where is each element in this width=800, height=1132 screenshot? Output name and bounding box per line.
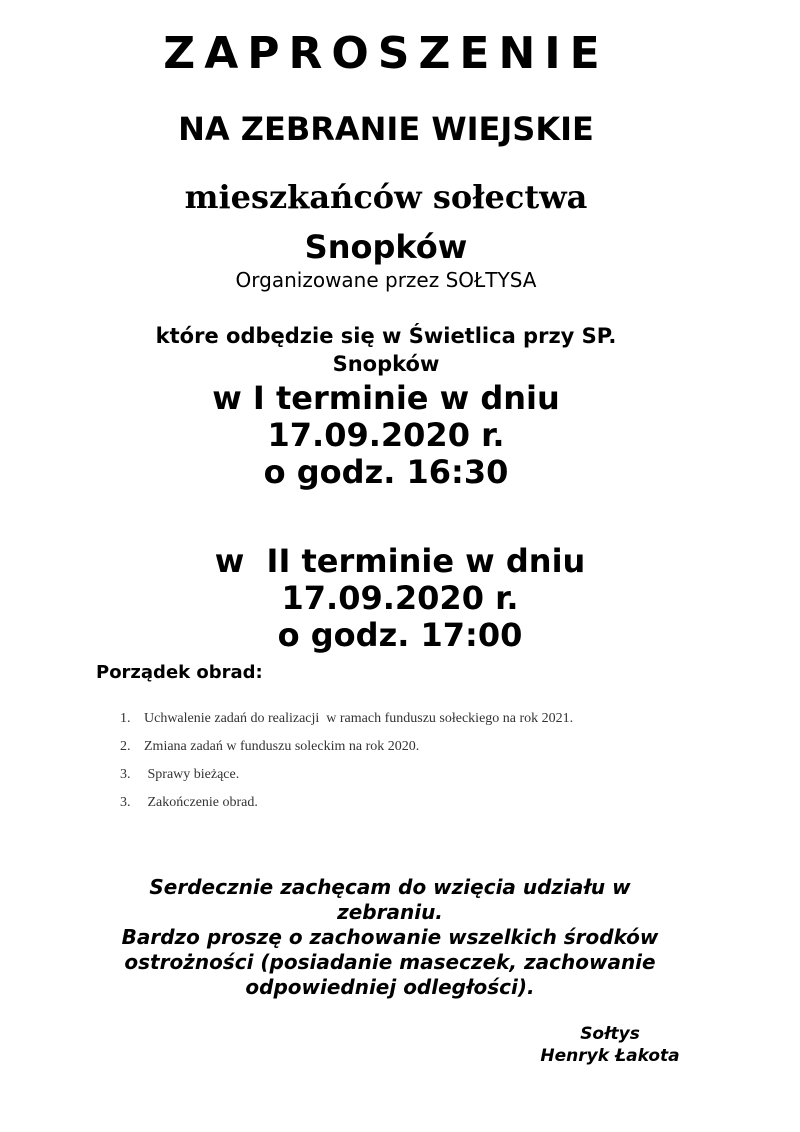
agenda-item-number: 3.	[120, 795, 131, 810]
village-name: Snopków	[304, 228, 468, 266]
agenda-item-number: 2.	[120, 739, 131, 754]
venue-line: które odbędzie się w Świetlica przy SP.	[155, 324, 617, 348]
agenda-title: Porządek obrad:	[96, 662, 263, 683]
agenda-item-number: 1.	[120, 711, 131, 726]
venue-text	[0, 322, 772, 378]
agenda-item	[120, 766, 573, 794]
agenda-item	[120, 710, 573, 738]
agenda-item-text: Zmiana zadań w funduszu soleckim na rok 2020.	[144, 739, 420, 754]
agenda-item-text: Uchwalenie zadań do realizacji w ramach funduszu sołeckiego na rok 2021.	[144, 711, 574, 726]
second-term-label: w II terminie w dniu	[214, 542, 586, 580]
first-term	[0, 380, 772, 491]
closing-line: odpowiedniej odległości).	[245, 975, 535, 999]
closing-line: Serdecznie zachęcam do wzięcia udziału w	[149, 875, 631, 899]
venue-line: Snopków	[332, 352, 440, 376]
agenda-item	[120, 738, 573, 766]
second-term	[14, 543, 786, 654]
first-term-label: w I terminie w dniu	[212, 379, 560, 417]
closing-line: zebraniu.	[337, 900, 443, 924]
second-term-time: o godz. 17:00	[277, 616, 523, 654]
document-subtitle: NA ZEBRANIE WIEJSKIE	[178, 110, 594, 148]
agenda-item	[120, 794, 573, 822]
first-term-date: 17.09.2020 r.	[267, 416, 505, 454]
agenda-item-text: Zakończenie obrad.	[144, 795, 258, 810]
agenda-list	[120, 710, 573, 822]
organizer-line: Organizowane przez SOŁTYSA	[235, 268, 537, 292]
first-term-time: o godz. 16:30	[263, 453, 509, 491]
second-term-date: 17.09.2020 r.	[281, 579, 519, 617]
document-title: ZAPROSZENIE	[163, 28, 609, 79]
signature-name: Henryk Łakota	[540, 1046, 680, 1066]
closing-message	[4, 875, 776, 1000]
agenda-item-text: Sprawy bieżące.	[144, 767, 240, 782]
signature-block	[520, 1023, 700, 1067]
closing-line: Bardzo proszę o zachowanie wszelkich środków	[121, 925, 659, 949]
signature-role: Sołtys	[580, 1024, 640, 1044]
residents-line: mieszkańców sołectwa	[184, 178, 588, 216]
agenda-item-number: 3.	[120, 767, 131, 782]
closing-line: ostrożności (posiadanie maseczek, zachowanie	[124, 950, 656, 974]
